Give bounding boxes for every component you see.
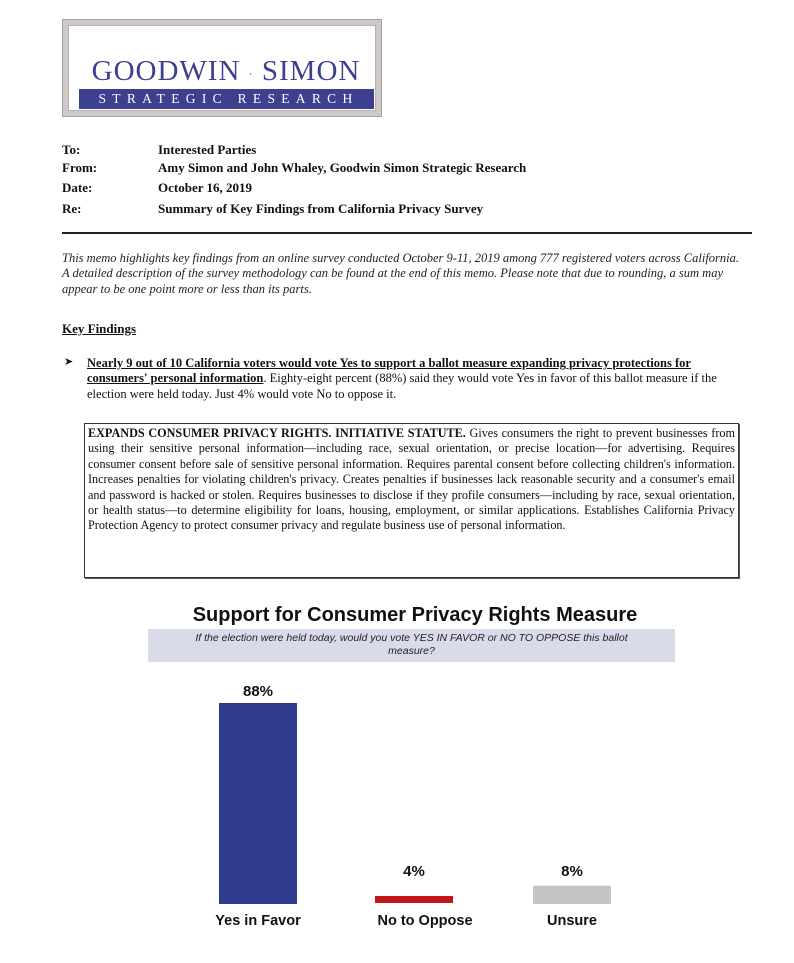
key-findings-heading: Key Findings: [62, 321, 137, 336]
ballot-text: Gives consumers the right to prevent businesses from using their sensitive personal information—including race, sexual orientation, or precise location—for advertising. Requires consumer consent before sale of sensitive personal information. Requires parental consent before collecting children's information. Increases penalties for violating children's privacy. Creates penalties if businesses lack reasonable security and a consumer's email and password is hacked or stolen. Requires businesses to disclose if they profile consumers—including by race, sexual orientation, or health status—to determine eligibility for loans, housing, employment, or similar applications. Establishes California Privacy Protection Agency to protect consumer privacy and regulate business use of personal information.: [88, 426, 735, 533]
logo-tagline: STRATEGIC RESEARCH: [79, 89, 374, 109]
logo-name-left: GOODWIN: [91, 55, 241, 87]
memo-to-label: To:: [62, 142, 81, 157]
memo-from: Amy Simon and John Whaley, Goodwin Simon Strategic Research: [158, 160, 527, 175]
memo-re-label: Re:: [62, 201, 82, 216]
category-label-no-to-oppose: No to Oppose: [377, 913, 473, 929]
value-label-no-to-oppose: 4%: [403, 863, 425, 880]
bar-no-to-oppose: [375, 896, 453, 903]
logo-name-right: SIMON: [261, 55, 361, 87]
bullet-arrow-icon: ➤: [64, 356, 74, 368]
finding-body: . Eighty-eight percent (88%) said they would vote Yes in favor of this ballot measure if the election were held today. Just 4% would vote No to oppose it.: [87, 371, 717, 401]
intro-paragraph: This memo highlights key findings from an online survey conducted October 9-11, 2019 among 777 registered voters across California. A detailed description of the survey methodology can be found at the end of this memo. Please note that due to rounding, a sum may appear to be one point more or less than its parts.: [62, 251, 740, 296]
chart-title: Support for Consumer Privacy Rights Measure: [192, 604, 638, 626]
bar-yes-in-favor: [219, 703, 297, 904]
finding-paragraph: [87, 356, 745, 402]
logo-separator-dot: ·: [248, 66, 254, 81]
ballot-language-box: [84, 423, 739, 578]
chart-question: If the election were held today, would you vote YES IN FAVOR or NO TO OPPOSE this ballot measure?: [148, 629, 675, 662]
logo-wordmark: [78, 55, 374, 89]
memo-from-label: From:: [62, 160, 98, 175]
memo-date: October 16, 2019: [158, 180, 252, 195]
header-divider: [62, 232, 752, 234]
category-label-unsure: Unsure: [547, 913, 597, 929]
value-label-unsure: 8%: [561, 863, 583, 880]
finding-headline: Nearly 9 out of 10 California voters would vote Yes to support a ballot measure expanding privacy protections for consumers' personal information: [87, 356, 691, 386]
memo-date-label: Date:: [62, 180, 93, 195]
value-label-yes-in-favor: 88%: [242, 683, 274, 700]
memo-to: Interested Parties: [158, 142, 257, 157]
category-label-yes-in-favor: Yes in Favor: [215, 913, 301, 929]
bar-unsure: [533, 886, 611, 904]
company-logo: [62, 19, 382, 117]
memo-subject: Summary of Key Findings from California Privacy Survey: [158, 201, 484, 216]
ballot-title: EXPANDS CONSUMER PRIVACY RIGHTS. INITIATIVE STATUTE.: [88, 426, 466, 440]
logo-panel: [68, 25, 376, 111]
